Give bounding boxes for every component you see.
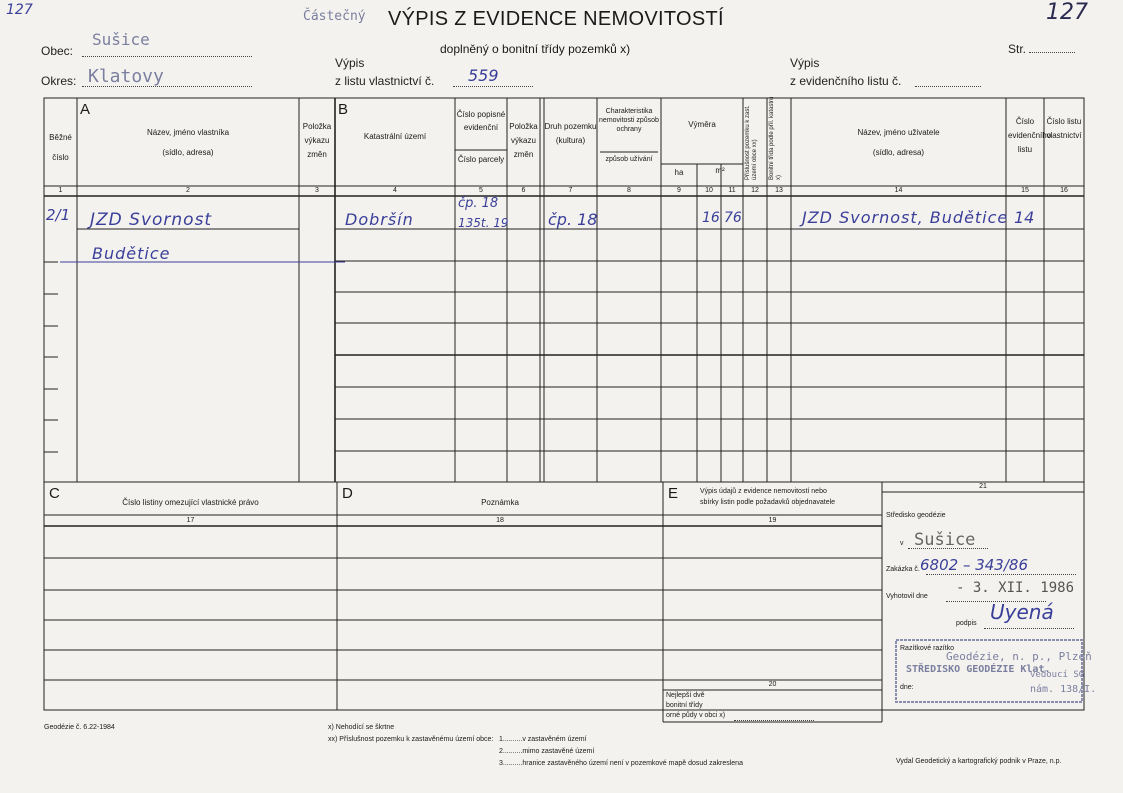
- col-num-2: 2: [186, 187, 190, 194]
- section-d: D: [342, 485, 353, 502]
- section-e: E: [668, 485, 679, 502]
- col-polozka2: Položka výkazu změn: [509, 122, 538, 159]
- el-field: [915, 74, 981, 87]
- footnote-1: x) Nehodící se škrtne: [328, 724, 395, 731]
- v-value: Sušice: [914, 530, 976, 550]
- col-num-14: 14: [894, 187, 903, 194]
- col-bezne: Běžné číslo: [49, 133, 72, 162]
- col-num-10: 10: [705, 187, 713, 194]
- el-label: z evidenčního listu č.: [790, 74, 902, 88]
- col-num-15: 15: [1021, 187, 1029, 194]
- row1-katastr: Dobršín: [345, 210, 414, 229]
- footnote-opt-1: 1..........v zastavěném území: [499, 736, 587, 743]
- col-num-5: 5: [479, 187, 483, 194]
- stamp-line-1: Geodézie, n. p., Plzeň: [946, 650, 1092, 663]
- c-listiny: Číslo listiny omezující vlastnické právo: [122, 498, 259, 507]
- obec-value: Sušice: [92, 30, 150, 49]
- vypis2-label: Výpis: [790, 56, 820, 70]
- col-num-12: 12: [751, 187, 759, 194]
- c-num-17: 17: [186, 517, 195, 524]
- zakazka-value: 6802 – 343/86: [920, 556, 1028, 574]
- col-ha: ha: [674, 168, 684, 177]
- e-num-20: 20: [768, 681, 777, 688]
- row1-cislo-el: 14: [1014, 208, 1035, 227]
- date-label: dne:: [900, 684, 914, 691]
- row1-druh: čp. 18: [548, 210, 598, 229]
- v-label: v: [900, 540, 904, 547]
- col-nazev: Název, jméno vlastníka: [146, 128, 230, 137]
- row1-vlastnik-2: Budětice: [92, 244, 171, 263]
- partial-stamp: Částečný: [303, 9, 366, 24]
- col-cislo-pop: Číslo popisné evidenční: [456, 110, 506, 132]
- lv-label: z listu vlastnictví č.: [335, 74, 435, 88]
- section-b: B: [338, 101, 349, 118]
- obec-field: [82, 44, 252, 57]
- row1-m2-b: 76: [724, 210, 742, 226]
- col-num-8: 8: [627, 187, 631, 194]
- d-num-18: 18: [496, 517, 504, 524]
- col-num-11: 11: [728, 187, 736, 194]
- footnote-opt-3: 3..........hranice zastavěného území není v pozemkové mapě dosud zakreslena: [499, 760, 743, 767]
- row1-parcela: 135t. 19: [458, 216, 509, 230]
- str-label: Str.: [1008, 42, 1075, 56]
- col-uzivatel-sub: (sídlo, adresa): [872, 148, 925, 157]
- col-num-16: 16: [1060, 187, 1068, 194]
- col-num-13: 13: [775, 187, 783, 194]
- vypis-label: Výpis: [335, 56, 365, 70]
- row1-m2-a: 16: [702, 210, 720, 226]
- col-num-3: 3: [315, 187, 319, 194]
- stamp-line-4: nám. 138/I.: [1030, 684, 1097, 695]
- row1-cp: čp. 18: [458, 196, 499, 211]
- str-field: [1029, 52, 1075, 53]
- okres-label: Okres:: [41, 74, 77, 88]
- stredisko-label: Středisko geodézie: [886, 512, 946, 519]
- zakazka-label: Zakázka č.: [886, 566, 920, 573]
- corner-number-left: 127: [6, 2, 33, 18]
- col-num-4: 4: [393, 187, 397, 194]
- col-cislo-lv: Číslo listu vlastnictví: [1046, 117, 1082, 140]
- footnote-2: xx) Příslušnost pozemku k zastavěnému území obce:: [328, 736, 494, 743]
- vyhotovil-value: - 3. XII. 1986: [956, 580, 1075, 596]
- obec-label: Obec:: [41, 44, 74, 58]
- col-cislo-parc: Číslo parcely: [457, 155, 505, 164]
- page-subtitle: doplněný o bonitní třídy pozemků x): [440, 42, 631, 56]
- e-text-2: sbírky listin podle požadavků objednavatele: [700, 499, 836, 506]
- col-num-1: 1: [58, 187, 63, 194]
- podpis-label: podpis: [956, 620, 977, 627]
- footnote-opt-2: 2..........mimo zastavěné území: [499, 748, 595, 755]
- col-num-7: 7: [568, 187, 573, 194]
- e-text-1: Výpis údajů z evidence nemovitostí nebo: [700, 488, 827, 495]
- col-katastr: Katastrální území: [363, 132, 427, 141]
- razitko-label: Razítkové razítko: [900, 645, 955, 652]
- page-title: VÝPIS Z EVIDENCE NEMOVITOSTÍ: [388, 8, 724, 30]
- col-m2: m²: [715, 166, 725, 175]
- nejlepsi-1: Nejlepší dvě: [666, 692, 705, 699]
- col-prislusnost: Příslušnost pozemku k zast. území obce xx): [745, 105, 758, 180]
- d-poznamka: Poznámka: [481, 498, 519, 507]
- nejlepsi-2: bonitní třídy: [666, 702, 703, 709]
- form-number: Geodézie č. 6.22-1984: [44, 724, 115, 731]
- okres-value: Klatovy: [88, 66, 164, 87]
- col-polozka: Položka výkazu změn: [302, 122, 332, 159]
- stamp-line-3: vedoucí SG: [1030, 670, 1085, 680]
- col-nazev-sub: (sídlo, adresa): [162, 148, 214, 157]
- col-druh: Druh pozemku (kultura): [544, 122, 597, 145]
- col-uzivatel: Název, jméno uživatele: [857, 128, 940, 137]
- e-num-19: 19: [768, 517, 777, 524]
- vyhotovil-label: Vyhotovil dne: [886, 593, 928, 600]
- lv-value: 559: [468, 66, 499, 85]
- okres-field: [82, 74, 252, 87]
- col-num-6: 6: [521, 187, 526, 194]
- num-21: 21: [979, 483, 987, 490]
- section-c: C: [49, 485, 60, 502]
- signature: Uyená: [990, 600, 1054, 624]
- publisher: Vydal Geodetický a kartografický podnik v Praze, n.p.: [896, 758, 1062, 765]
- stamp-line-2: STŘEDISKO GEODÉZIE Klat.: [906, 664, 1051, 675]
- col-num-9: 9: [677, 187, 681, 194]
- row1-uzivatel: JZD Svornost, Budětice: [802, 208, 1009, 227]
- row1-vlastnik-1: JZD Svornost: [90, 210, 213, 230]
- row1-bezne: 2/1: [46, 206, 71, 224]
- section-a: A: [80, 101, 91, 118]
- nejlepsi-field: [734, 712, 814, 721]
- col-bonitni: Bonitní třída podle příl. katastru x): [769, 96, 782, 180]
- corner-number-right: 127: [1046, 0, 1088, 25]
- nejlepsi-3: orné půdy v obci x): [666, 712, 726, 719]
- col-char: Charakteristika nemovitosti způsob ochrany: [599, 108, 659, 133]
- col-vymera: Výměra: [688, 120, 716, 129]
- col-cislo-el: Číslo evidenčního listu: [1008, 117, 1052, 154]
- col-zpusob: způsob užívání: [605, 156, 653, 163]
